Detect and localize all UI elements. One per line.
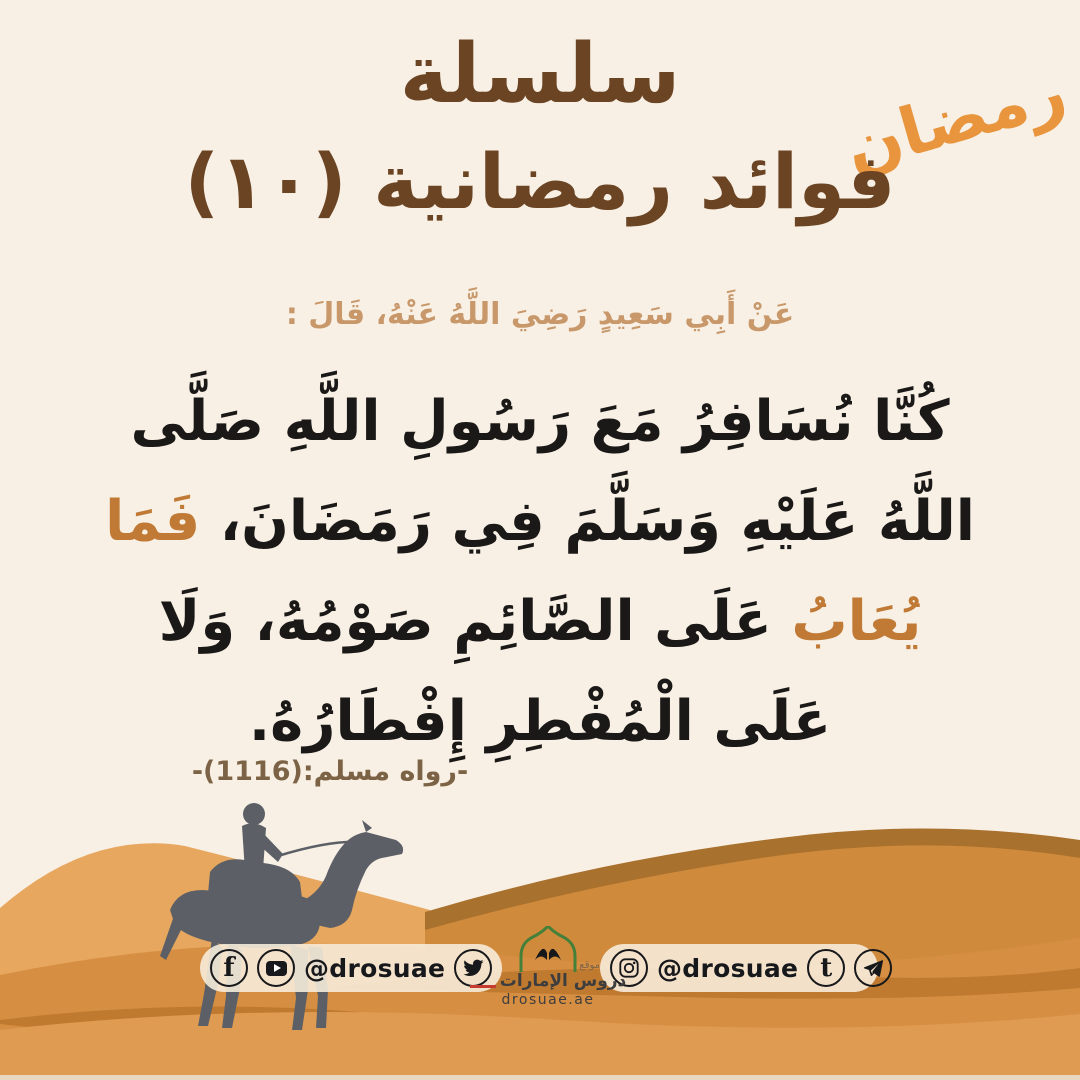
social-handle-left: @drosuae <box>304 953 446 983</box>
title-line-1: سلسلة <box>399 27 681 122</box>
logo-label-top: موقع <box>579 960 600 971</box>
hadith-segment: كُنَّا نُسَافِرُ مَعَ رَسُولِ اللَّهِ صَلَّى <box>130 389 950 454</box>
youtube-icon[interactable] <box>257 949 295 987</box>
narrator-line: عَنْ أَبِي سَعِيدٍ رَضِيَ اللَّهُ عَنْهُ، قَالَ : <box>285 297 795 332</box>
logo-red-dash <box>470 985 496 988</box>
telegram-plane-glyph <box>862 957 884 979</box>
hadith-line <box>50 472 1030 572</box>
tumblr-glyph: t <box>820 953 833 983</box>
mosque-dome-icon <box>511 926 585 972</box>
hadith-segment-highlighted: يُعَابُ <box>791 589 922 654</box>
bottom-edge-strip <box>0 1075 1080 1080</box>
rider-head <box>243 803 265 825</box>
drosuae-logo <box>478 926 627 1008</box>
social-handle-right: @drosuae <box>657 953 799 983</box>
hadith-line <box>50 572 1030 672</box>
ramadan-calligraphy: رمضان <box>836 50 1074 188</box>
logo-website[interactable]: drosuae.ae <box>501 992 595 1008</box>
facebook-icon[interactable] <box>210 949 248 987</box>
hadith-segment: عَلَى الْمُفْطِرِ إِفْطَارُهُ. <box>248 689 832 754</box>
page-title <box>0 24 1080 231</box>
social-bar-right <box>600 944 878 992</box>
logo-name-row <box>470 971 627 991</box>
camel-body <box>170 890 320 948</box>
hadith-text <box>50 372 1030 772</box>
hadith-line <box>50 372 1030 472</box>
tumblr-icon[interactable] <box>807 949 845 987</box>
youtube-play-glyph <box>266 961 287 976</box>
logo-name-arabic: دروس الإمارات <box>499 971 627 991</box>
hadith-segment: اللَّهُ عَلَيْهِ وَسَلَّمَ فِي رَمَضَانَ، <box>200 489 975 554</box>
hadith-segment: عَلَى الصَّائِمِ صَوْمُهُ، وَلَا <box>158 589 792 654</box>
camel-ear <box>362 820 372 832</box>
facebook-glyph: f <box>223 953 235 983</box>
social-bar-left <box>200 944 502 992</box>
hadith-source: -رواه مسلم:(1116)- <box>191 756 469 787</box>
camel-rider-silhouette <box>150 798 420 1038</box>
hadith-segment-highlighted: فَمَا <box>105 489 201 554</box>
title-line-2: فوائد رمضانية (١٠) <box>184 136 896 226</box>
